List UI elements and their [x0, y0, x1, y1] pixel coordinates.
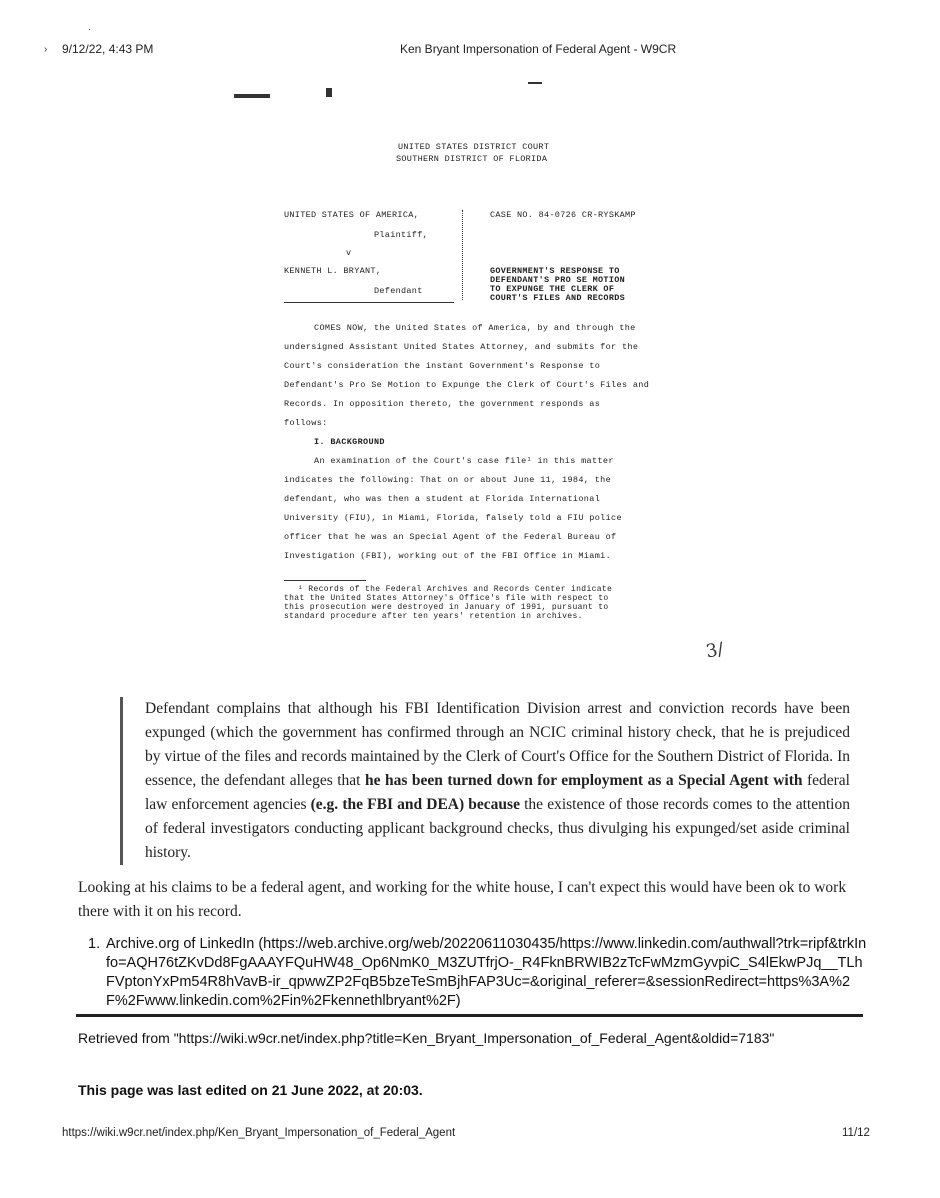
court-excerpt-quote — [120, 697, 850, 865]
background-line: University (FIU), in Miami, Florida, falsely told a FIU police — [284, 513, 622, 523]
footer-divider — [76, 1014, 863, 1017]
background-line: indicates the following: That on or about June 11, 1984, the — [284, 475, 612, 485]
commentary-paragraph: Looking at his claims to be a federal agent, and working for the white house, I can't expect this would have been ok to work there with it on his record. — [78, 879, 847, 920]
reference-link[interactable]: Archive.org of LinkedIn (https://web.archive.org/web/20220611030435/https://www.linkedin.com/authwall?trk=ripf&trkInfo=AQH76tZKvDd8FgAAAYFQuHW48_Op6NmK0_M3ZUTfrjO-_R4FknBRWIB2zTcFwMzmGyvpiC_S4lEkwPJq__TLhFVptonYxPm54R8hVavB-ir_qpwwZP2FqB5bzeTeSmBjhFAP3Uc=&original_referer=&sessionRedirect=https%3A%2F%2Fwww.linkedin.com%2Fin%2Fkennethlbryant%2F) — [106, 936, 867, 1009]
quote-text: Defendant complains that although his FBI Identification Division arrest and conviction records have been expunged (which the government has confirmed through an NCIC criminal history check, that he is prejudiced by virtue of the files and records maintained by the Clerk of Court's Office for the Southern District of Florida. In essence, the defendant alleges that — [145, 700, 850, 789]
footnote-line: that the United States Attorney's Office's file with respect to — [284, 594, 609, 603]
section-heading: I. BACKGROUND — [314, 437, 385, 447]
defendant-name: KENNETH L. BRYANT, — [284, 266, 382, 276]
scanned-court-document — [228, 70, 698, 690]
caption-rule — [284, 302, 454, 303]
print-title: Ken Bryant Impersonation of Federal Agent - W9CR — [400, 42, 677, 56]
reference-number: 1. — [88, 936, 101, 952]
court-district: SOUTHERN DISTRICT OF FLORIDA — [396, 154, 548, 164]
motion-title-line: COURT'S FILES AND RECORDS — [490, 293, 626, 303]
quote-text: the existence of those records comes to the attention of federal investigators conducting applicant background checks, thus divulging his expunged/set aside criminal history. — [145, 796, 850, 861]
print-page-number: 11/12 — [842, 1127, 870, 1139]
motion-title-line: GOVERNMENT'S RESPONSE TO — [490, 266, 620, 276]
retrieved-from-text: Retrieved from "https://wiki.w9cr.net/index.php?title=Ken_Bryant_Impersonation_of_Federal_Agent&oldid=7183" — [78, 1030, 775, 1046]
scan-mark: · — [88, 24, 92, 35]
plaintiff-role: Plaintiff, — [374, 230, 429, 240]
body-line: COMES NOW, the United States of America, by and through the — [314, 323, 636, 333]
scan-smudge — [326, 88, 332, 97]
background-line: An examination of the Court's case file¹ in this matter — [314, 456, 614, 466]
quote-bold: (e.g. the FBI and DEA) because — [310, 796, 520, 813]
caption-divider — [462, 210, 463, 300]
scan-smudge — [234, 94, 270, 98]
quote-bold: he has been turned down for employment as a Special Agent with — [364, 772, 803, 789]
background-line: defendant, who was then a student at Florida International — [284, 494, 601, 504]
handwritten-page-mark: 3/ — [704, 638, 726, 663]
versus-mark: v — [346, 248, 352, 258]
last-edited-text: This page was last edited on 21 June 2022, at 20:03. — [78, 1082, 423, 1098]
defendant-role: Defendant — [374, 286, 423, 296]
court-name: UNITED STATES DISTRICT COURT — [398, 142, 550, 152]
footnote-line: ¹ Records of the Federal Archives and Records Center indicate — [298, 585, 613, 594]
print-date: 9/12/22, 4:43 PM — [62, 42, 154, 56]
motion-title-line: TO EXPUNGE THE CLERK OF — [490, 284, 615, 294]
body-line: Court's consideration the instant Government's Response to — [284, 361, 601, 371]
print-footer-url: https://wiki.w9cr.net/index.php/Ken_Bryant_Impersonation_of_Federal_Agent — [62, 1127, 456, 1139]
body-line: Records. In opposition thereto, the government responds as — [284, 399, 601, 409]
scan-mark: › — [44, 44, 48, 55]
background-line: officer that he was an Special Agent of the Federal Bureau of — [284, 532, 617, 542]
footnote-line: standard procedure after ten years' retention in archives. — [284, 612, 583, 621]
body-line: undersigned Assistant United States Attorney, and submits for the — [284, 342, 639, 352]
scan-smudge — [528, 82, 542, 84]
body-line: Defendant's Pro Se Motion to Expunge the Clerk of Court's Files and — [284, 380, 650, 390]
quote-text: federal law enforcement agencies — [145, 772, 850, 813]
plaintiff-name: UNITED STATES OF AMERICA, — [284, 210, 420, 220]
footnote-line: this prosecution were destroyed in January of 1991, pursuant to — [284, 603, 609, 612]
motion-title-line: DEFENDANT'S PRO SE MOTION — [490, 275, 626, 285]
case-number: CASE NO. 84-0726 CR-RYSKAMP — [490, 210, 636, 220]
background-line: Investigation (FBI), working out of the FBI Office in Miami. — [284, 551, 612, 561]
footnote-rule — [284, 580, 366, 581]
body-line: follows: — [284, 418, 328, 428]
